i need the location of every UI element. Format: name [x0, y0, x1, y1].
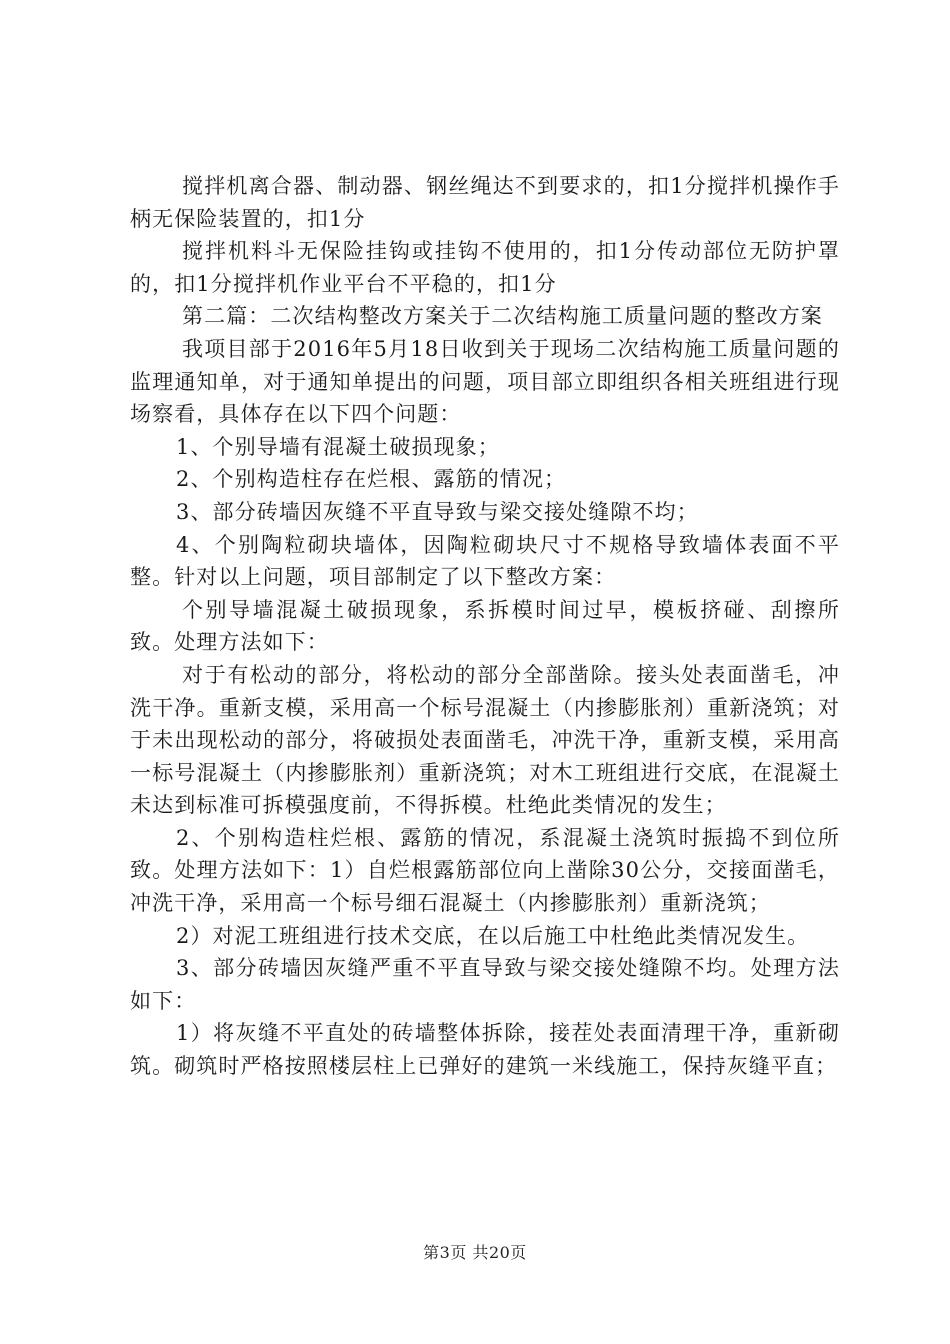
paragraph: 2）对泥工班组进行技术交底，在以后施工中杜绝此类情况发生。: [176, 923, 810, 948]
paragraph: 1）将灰缝不平直处的砖墙整体拆除，接茬处表面清理干净，重新砌筑。砌筑时严格按照楼层柱上已弹好的建筑一米线施工，保持灰缝平直；: [130, 1021, 840, 1079]
page-number-footer: 第3页 共20页: [423, 1243, 527, 1262]
section-heading: 第二篇：二次结构整改方案关于二次结构施工质量问题的整改方案: [182, 304, 823, 329]
paragraph: 我项目部于2016年5月18日收到关于现场二次结构施工质量问题的监理通知单，对于通知单提出的问题，项目部立即组织各相关班组进行现场察看，具体存在以下四个问题：: [130, 336, 840, 427]
list-item: 1、个别导墙有混凝土破损现象；: [176, 434, 500, 459]
paragraph: 2、个别构造柱烂根、露筋的情况，系混凝土浇筑时振捣不到位所致。处理方法如下：1）自烂根露筋部位向上凿除30公分，交接面凿毛，冲洗干净，采用高一个标号细石混凝土（内掺膨胀剂）重新浇筑；: [130, 825, 840, 916]
paragraph: 对于有松动的部分，将松动的部分全部凿除。接头处表面凿毛，冲洗干净。重新支模，采用高一个标号混凝土（内掺膨胀剂）重新浇筑；对于未出现松动的部分，将破损处表面凿毛，冲洗干净，重新支模，采用高一标号混凝土（内掺膨胀剂）重新浇筑；对木工班组进行交底，在混凝土未达到标准可拆模强度前，不得拆模。杜绝此类情况的发生；: [130, 662, 840, 818]
paragraph: 3、部分砖墙因灰缝严重不平直导致与梁交接处缝隙不均。处理方法如下：: [130, 956, 840, 1013]
document-body: [130, 170, 840, 1083]
list-item: 2、个别构造柱存在烂根、露筋的情况；: [176, 467, 567, 492]
list-item: 3、部分砖墙因灰缝不平直导致与梁交接处缝隙不均；: [176, 499, 699, 524]
list-item: 4、个别陶粒砌块墙体，因陶粒砌块尺寸不规格导致墙体表面不平整。针对以上问题，项目部制定了以下整改方案：: [130, 532, 840, 590]
paragraph: 个别导墙混凝土破损现象，系拆模时间过早，模板挤碰、刮擦所致。处理方法如下：: [130, 597, 840, 655]
paragraph: 搅拌机离合器、制动器、钢丝绳达不到要求的，扣1分搅拌机操作手柄无保险装置的，扣1分: [130, 174, 840, 231]
paragraph: 搅拌机料斗无保险挂钩或挂钩不使用的，扣1分传动部位无防护罩的，扣1分搅拌机作业平台不平稳的，扣1分: [130, 239, 840, 296]
